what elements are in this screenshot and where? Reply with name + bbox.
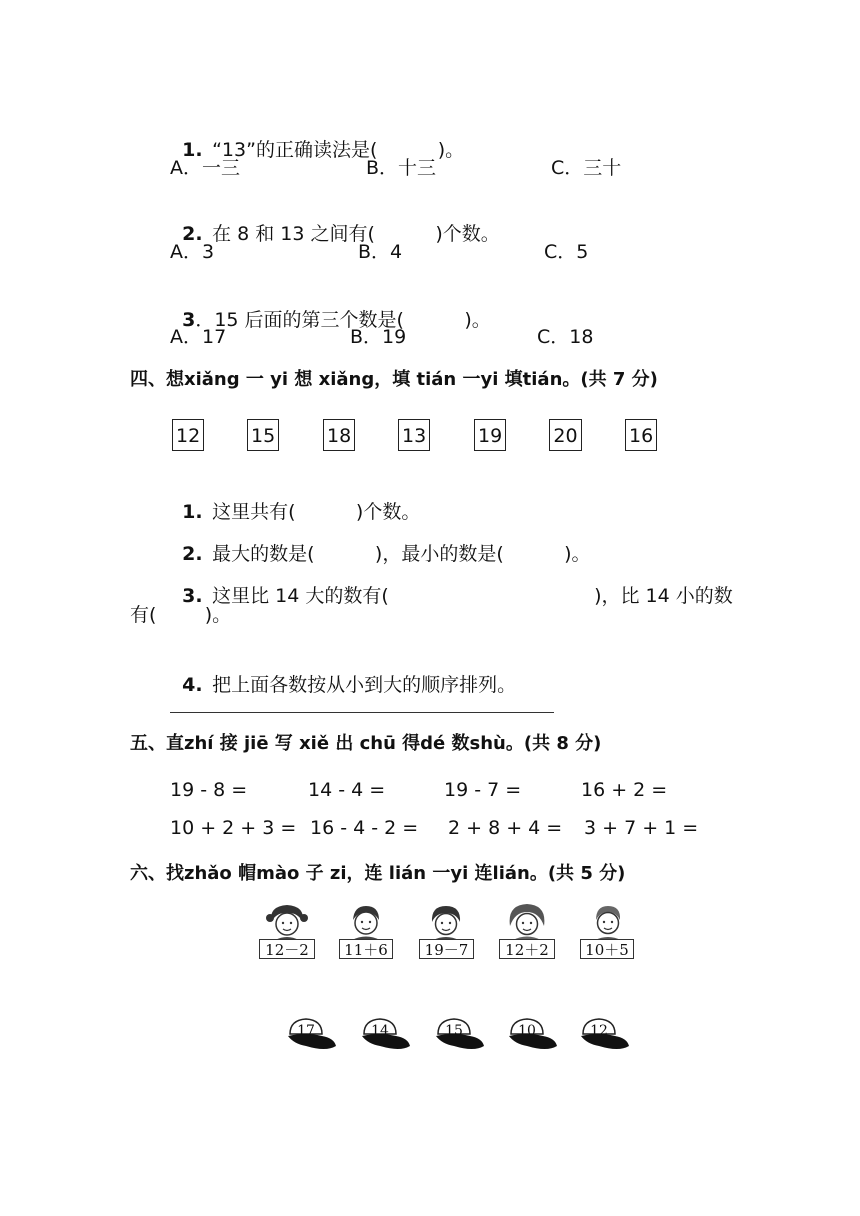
- cap-number: 10: [518, 1023, 536, 1039]
- question-number: 1.: [182, 139, 203, 161]
- question-text: ．15 后面的第三个数是( )。: [195, 309, 491, 331]
- calc-item: 2 + 8 + 4 =: [448, 817, 563, 839]
- cap-number: 15: [445, 1023, 463, 1039]
- number-box: 20: [549, 419, 582, 451]
- number-box: 12: [172, 419, 204, 451]
- question-3-2: [170, 198, 500, 246]
- option-b: B．十三: [366, 157, 437, 179]
- question-text: 这里比 14 大的数有( )，比 14 小的数: [212, 585, 733, 607]
- question-4-1: [170, 476, 420, 524]
- question-text: 这里共有( )个数。: [212, 501, 421, 523]
- option-b: B．4: [358, 241, 403, 263]
- question-text: “13”的正确读法是( )。: [212, 139, 465, 161]
- calc-item: 19 - 7 =: [444, 779, 522, 801]
- question-number: 3.: [182, 585, 203, 607]
- question-number: 2.: [182, 543, 203, 565]
- number-box: 19: [474, 419, 506, 451]
- option-c: C．18: [537, 326, 594, 348]
- question-number: 1.: [182, 501, 203, 523]
- calc-item: 14 - 4 =: [308, 779, 386, 801]
- question-number: 3: [182, 309, 196, 331]
- question-4-2: [170, 518, 591, 566]
- number-box: 16: [625, 419, 657, 451]
- option-b: B．19: [350, 326, 407, 348]
- expression-tag: 19－7: [419, 939, 474, 959]
- expression-tag: 11＋6: [339, 939, 393, 959]
- option-c: C．三十: [551, 157, 622, 179]
- calc-item: 16 - 4 - 2 =: [310, 817, 419, 839]
- calc-item: 19 - 8 =: [170, 779, 248, 801]
- question-4-3: [170, 560, 733, 608]
- section-4-heading: 四、想xiǎng 一 yi 想 xiǎng，填 tián 一yi 填tián。(共 7 分): [130, 369, 658, 390]
- cap-number: 14: [371, 1023, 389, 1039]
- expression-tag: 12－2: [259, 939, 315, 959]
- option-a: A．3: [170, 241, 215, 263]
- question-3-1: [170, 114, 464, 162]
- question-text: 把上面各数按从小到大的顺序排列。: [212, 674, 517, 696]
- question-number: 4.: [182, 674, 203, 696]
- calc-item: 16 + 2 =: [581, 779, 668, 801]
- question-4-3-continued: 有( )。: [130, 604, 232, 626]
- number-box: 15: [247, 419, 279, 451]
- cap-number: 12: [590, 1023, 608, 1039]
- question-text: 在 8 和 13 之间有( )个数。: [212, 223, 500, 245]
- option-a: A．一三: [170, 157, 240, 179]
- question-4-4: [170, 649, 516, 697]
- number-box: 18: [323, 419, 355, 451]
- option-c: C．5: [544, 241, 589, 263]
- question-number: 2.: [182, 223, 203, 245]
- number-box: 13: [398, 419, 430, 451]
- expression-tag: 12＋2: [499, 939, 555, 959]
- section-5-heading: 五、直zhí 接 jiē 写 xiě 出 chū 得dé 数shù。(共 8 分): [130, 733, 602, 754]
- calc-item: 3 + 7 + 1 =: [584, 817, 699, 839]
- cap-number: 17: [297, 1023, 315, 1039]
- option-a: A．17: [170, 326, 227, 348]
- calc-item: 10 + 2 + 3 =: [170, 817, 297, 839]
- expression-tag: 10＋5: [580, 939, 634, 959]
- section-6-heading: 六、找zhǎo 帽mào 子 zi，连 lián 一yi 连lián。(共 5 分): [130, 863, 626, 884]
- question-text: 最大的数是( )，最小的数是( )。: [212, 543, 591, 565]
- answer-line: [170, 712, 554, 713]
